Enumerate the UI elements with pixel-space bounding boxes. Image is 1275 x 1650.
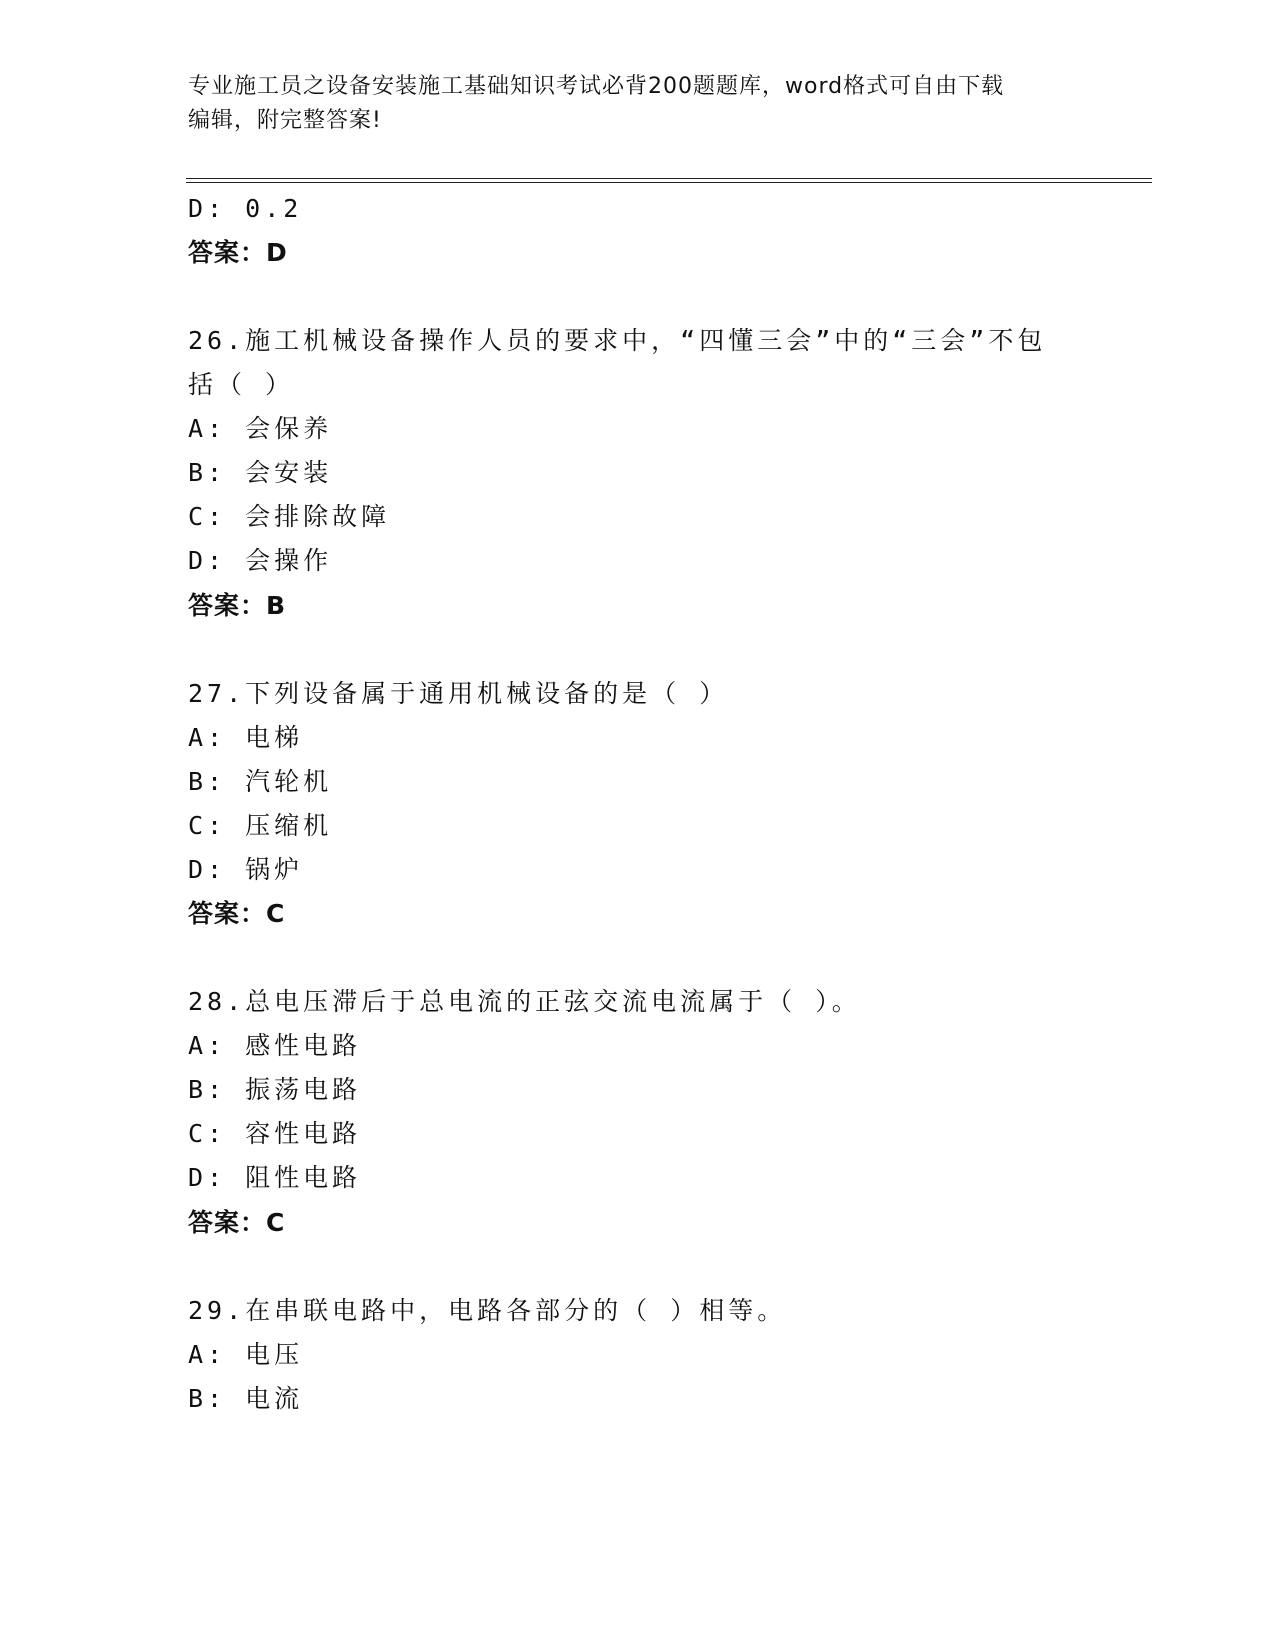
question-28-option-d: D: 阻性电路 xyxy=(188,1163,362,1192)
question-27-option-a: A: 电梯 xyxy=(188,723,304,752)
header-line-1: 专业施工员之设备安装施工基础知识考试必背200题题库，word格式可自由下载 xyxy=(188,74,1005,99)
question-28-answer: 答案：C xyxy=(188,1208,286,1237)
question-28-option-a: A: 感性电路 xyxy=(188,1031,362,1060)
question-26-answer: 答案：B xyxy=(188,591,287,620)
question-29-stem-line-1: 29.在串联电路中，电路各部分的（ ）相等。 xyxy=(188,1296,787,1325)
question-26-option-d: D: 会操作 xyxy=(188,546,333,575)
question-28-option-b: B: 振荡电路 xyxy=(188,1075,362,1104)
header-divider-bottom xyxy=(186,182,1152,183)
question-29-option-b: B: 电流 xyxy=(188,1384,304,1413)
question-27-option-d: D: 锅炉 xyxy=(188,855,304,884)
question-26-stem-line-2: 括（ ） xyxy=(188,370,295,399)
question-28-stem-line-1: 28.总电压滞后于总电流的正弦交流电流属于（ ）。 xyxy=(188,987,861,1016)
option-d-prev: D: 0.2 xyxy=(188,194,303,223)
question-28-option-c: C: 容性电路 xyxy=(188,1119,362,1148)
header-line-2: 编辑，附完整答案! xyxy=(188,108,382,133)
question-26-option-b: B: 会安装 xyxy=(188,458,333,487)
question-26-option-c: C: 会排除故障 xyxy=(188,502,391,531)
question-29-option-a: A: 电压 xyxy=(188,1340,304,1369)
answer-prev: 答案：D xyxy=(188,238,288,267)
question-26-stem-line-1: 26.施工机械设备操作人员的要求中，“四懂三会”中的“三会”不包 xyxy=(188,326,1047,355)
question-27-option-c: C: 压缩机 xyxy=(188,811,333,840)
question-26-option-a: A: 会保养 xyxy=(188,414,333,443)
question-27-option-b: B: 汽轮机 xyxy=(188,767,333,796)
question-27-stem-line-1: 27.下列设备属于通用机械设备的是（ ） xyxy=(188,679,729,708)
question-27-answer: 答案：C xyxy=(188,899,286,928)
document-header xyxy=(188,70,1088,138)
header-divider-top xyxy=(186,178,1152,179)
